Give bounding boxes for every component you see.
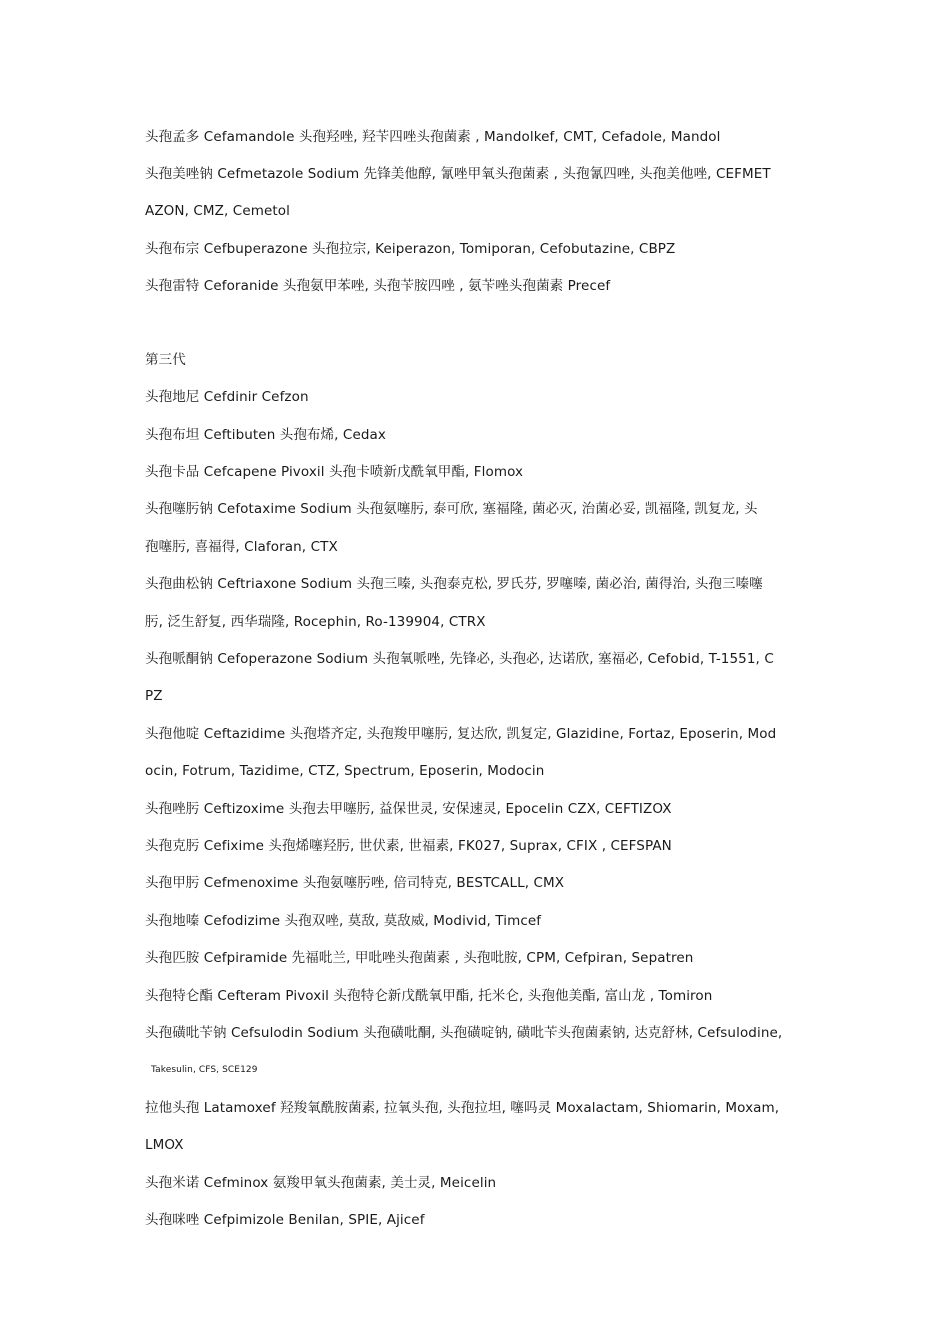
text-line-cefamandole: 头孢孟多 Cefamandole 头孢羟唑, 羟苄四唑头孢菌素 , Mandolkef, CMT, Cefadole, Mandol: [145, 129, 721, 145]
text-line-cefdinir: 头孢地尼 Cefdinir Cefzon: [145, 389, 309, 405]
text-line-cefoperazone: 头孢哌酮钠 Cefoperazone Sodium 头孢氧哌唑, 先锋必, 头孢必, 达诺欣, 塞福必, Cefobid, T-1551, C: [145, 651, 774, 667]
text-line-cefpimizole: 头孢咪唑 Cefpimizole Benilan, SPIE, Ajicef: [145, 1212, 425, 1228]
text-line-cefmenoxime: 头孢甲肟 Cefmenoxime 头孢氨噻肟唑, 倍司特克, BESTCALL, CMX: [145, 875, 565, 891]
text-line-cefoperazone-cont: PZ: [145, 688, 163, 704]
text-line-cefcapene: 头孢卡品 Cefcapene Pivoxil 头孢卡喷新戊酰氧甲酯, Flomox: [145, 464, 524, 480]
text-line-cefodizime: 头孢地嗪 Cefodizime 头孢双唑, 莫敌, 莫敌威, Modivid, Timcef: [145, 913, 542, 929]
text-line-ceftizoxime: 头孢唑肟 Ceftizoxime 头孢去甲噻肟, 益保世灵, 安保速灵, Epocelin CZX, CEFTIZOX: [145, 801, 672, 817]
text-line-ceftriaxone: 头孢曲松钠 Ceftriaxone Sodium 头孢三嗪, 头孢泰克松, 罗氏芬, 罗噻嗪, 菌必治, 菌得治, 头孢三嗪噻: [145, 576, 763, 592]
text-line-cefmetazole-cont: AZON, CMZ, Cemetol: [145, 203, 290, 219]
text-line-ceftazidime: 头孢他啶 Ceftazidime 头孢塔齐定, 头孢羧甲噻肟, 复达欣, 凯复定, Glazidine, Fortaz, Eposerin, Mod: [145, 726, 777, 742]
text-line-ceftriaxone-cont: 肟, 泛生舒复, 西华瑞隆, Rocephin, Ro-139904, CTRX: [145, 614, 486, 630]
text-line-cefmetazole: 头孢美唑钠 Cefmetazole Sodium 先锋美他醇, 氰唑甲氧头孢菌素 , 头孢氰四唑, 头孢美他唑, CEFMET: [145, 166, 771, 182]
text-line-latamoxef-cont: LMOX: [145, 1137, 184, 1153]
text-line-cefteram: 头孢特仑酯 Cefteram Pivoxil 头孢特仑新戊酰氧甲酯, 托米仑, 头孢他美酯, 富山龙 , Tomiron: [145, 988, 713, 1004]
text-line-cefbuperazone: 头孢布宗 Cefbuperazone 头孢拉宗, Keiperazon, Tomiporan, Cefobutazine, CBPZ: [145, 241, 676, 257]
text-line-ceforanide: 头孢雷特 Ceforanide 头孢氨甲苯唑, 头孢苄胺四唑 , 氨苄唑头孢菌素 Precef: [145, 278, 611, 294]
text-line-cefpiramide: 头孢匹胺 Cefpiramide 先福吡兰, 甲吡唑头孢菌素 , 头孢吡胺, CPM, Cefpiran, Sepatren: [145, 950, 694, 966]
text-line-cefsulodin: 头孢磺吡苄钠 Cefsulodin Sodium 头孢磺吡酮, 头孢磺啶钠, 磺吡苄头孢菌素钠, 达克舒林, Cefsulodine,: [145, 1025, 783, 1041]
section-heading-third-generation: 第三代: [145, 352, 186, 368]
text-line-cefsulodin-cont: Takesulin, CFS, SCE129: [151, 1065, 258, 1075]
text-line-cefotaxime: 头孢噻肟钠 Cefotaxime Sodium 头孢氨噻肟, 泰可欣, 塞福隆, 菌必灭, 治菌必妥, 凯福隆, 凯复龙, 头: [145, 501, 758, 517]
text-line-cefotaxime-cont: 孢噻肟, 喜福得, Claforan, CTX: [145, 539, 338, 555]
text-line-ceftibuten: 头孢布坦 Ceftibuten 头孢布烯, Cedax: [145, 427, 386, 443]
text-line-cefminox: 头孢米诺 Cefminox 氨羧甲氧头孢菌素, 美士灵, Meicelin: [145, 1175, 497, 1191]
text-line-cefixime: 头孢克肟 Cefixime 头孢烯噻羟肟, 世伏素, 世福素, FK027, Suprax, CFIX , CEFSPAN: [145, 838, 672, 854]
text-line-latamoxef: 拉他头孢 Latamoxef 羟羧氧酰胺菌素, 拉氧头孢, 头孢拉坦, 噻吗灵 Moxalactam, Shiomarin, Moxam,: [145, 1100, 780, 1116]
text-line-ceftazidime-cont: ocin, Fotrum, Tazidime, CTZ, Spectrum, Eposerin, Modocin: [145, 763, 545, 779]
